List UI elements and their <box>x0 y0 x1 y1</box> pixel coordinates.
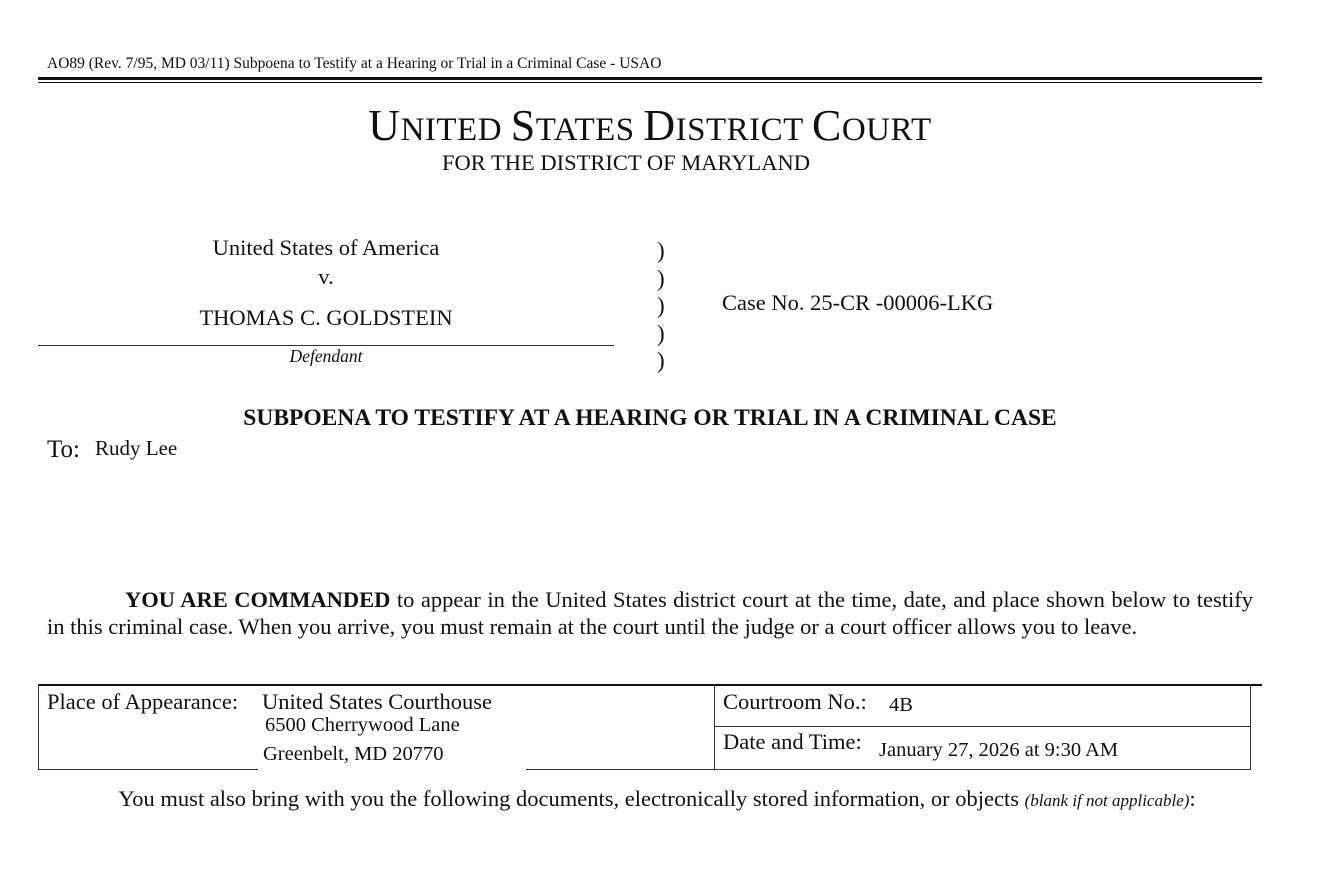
bring-instruction: You must also bring with you the following documents, electronically stored information, or objects (blank if not applicable): <box>118 786 1196 811</box>
place-line-3: Greenbelt, MD 20770 <box>263 743 444 765</box>
recipient-name: Rudy Lee <box>95 436 178 460</box>
to-label: To: <box>47 436 80 463</box>
form-identifier: AO89 (Rev. 7/95, MD 03/11) Subpoena to Testify at a Hearing or Trial in a Criminal Case - USAO <box>47 55 662 72</box>
command-paragraph <box>47 586 1253 640</box>
place-label: Place of Appearance: <box>47 689 239 714</box>
courtroom-label: Courtroom No.: <box>723 689 867 714</box>
table-middle-border <box>714 684 715 770</box>
datetime-label: Date and Time: <box>723 729 862 754</box>
table-bottom-border <box>714 769 1251 770</box>
subpoena-title: SUBPOENA TO TESTIFY AT A HEARING OR TRIAL IN A CRIMINAL CASE <box>243 405 1057 431</box>
defendant-name: THOMAS C. GOLDSTEIN <box>199 305 453 330</box>
caption-paren: ) <box>657 321 665 346</box>
court-title: UNITED STATES DISTRICT COURT <box>368 101 932 150</box>
caption-paren: ) <box>657 293 665 318</box>
command-bold: YOU ARE COMMANDED <box>125 587 391 612</box>
courtroom-value: 4B <box>889 694 913 716</box>
place-line-1: United States Courthouse <box>262 689 492 714</box>
table-bottom-border <box>38 769 258 770</box>
datetime-value: January 27, 2026 at 9:30 AM <box>879 739 1119 761</box>
table-left-border <box>38 684 39 770</box>
caption-paren: ) <box>657 266 665 291</box>
court-district: FOR THE DISTRICT OF MARYLAND <box>442 150 810 175</box>
plaintiff-name: United States of America <box>212 235 440 260</box>
table-top-border <box>38 684 1262 686</box>
table-bottom-border <box>526 769 715 770</box>
defendant-label: Defendant <box>289 346 363 366</box>
bring-note: (blank if not applicable) <box>1024 791 1190 810</box>
place-line-2: 6500 Cherrywood Lane <box>265 714 460 736</box>
caption-paren: ) <box>657 238 665 263</box>
case-number: Case No. 25-CR -00006-LKG <box>722 290 994 315</box>
caption-paren: ) <box>657 348 665 373</box>
header-rule-thin <box>38 82 1262 83</box>
versus: v. <box>318 264 334 289</box>
table-right-border <box>1250 684 1251 770</box>
command-text: to appear in the United States district court at the time, date, and place shown below to testify in this criminal case. When you arrive, you must remain at the court until the judge or a court officer allows you to leave. <box>47 587 1253 639</box>
header-rule-thick <box>38 77 1262 80</box>
table-row-divider <box>714 726 1251 727</box>
